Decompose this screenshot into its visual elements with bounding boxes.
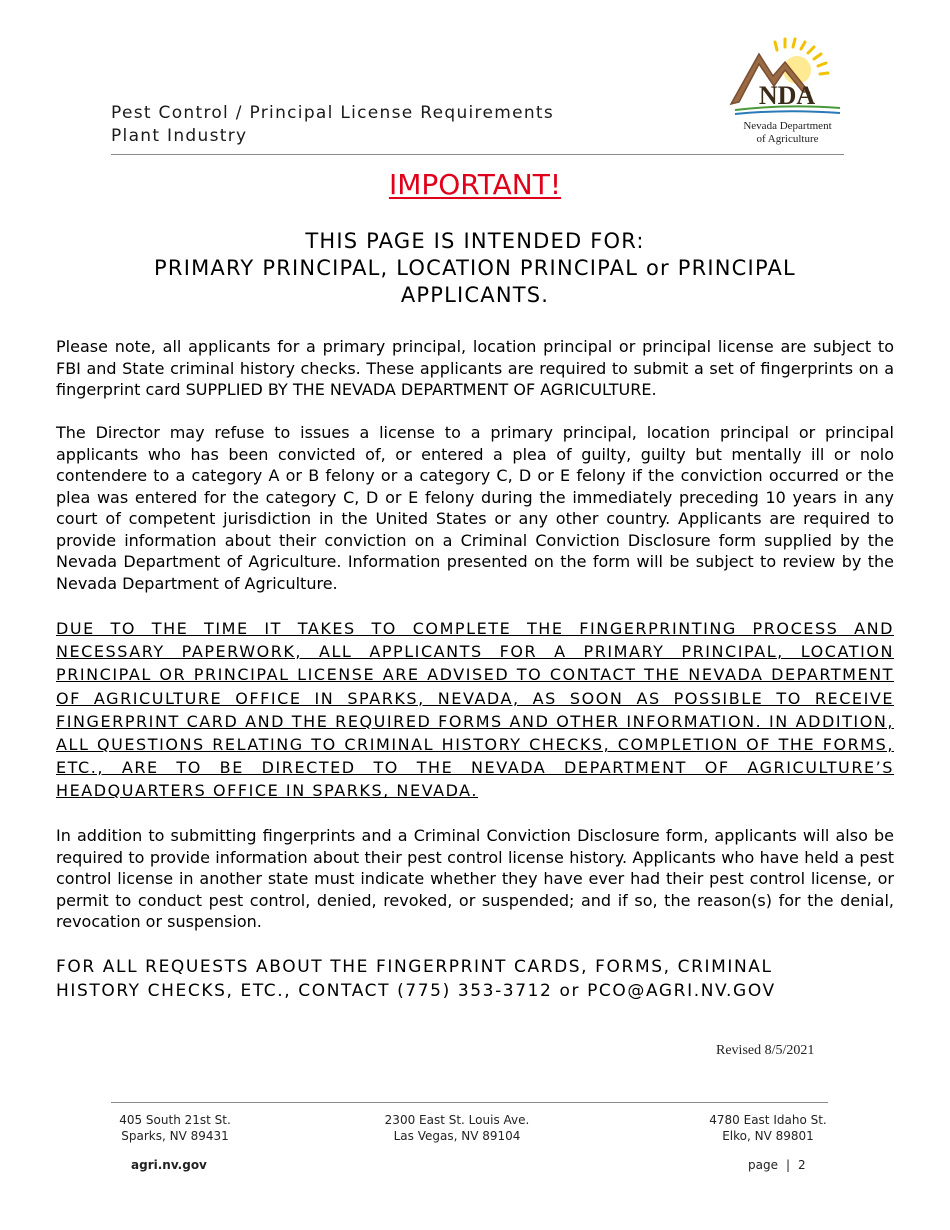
address-city: Elko, NV 89801: [722, 1129, 814, 1143]
contact-line1: FOR ALL REQUESTS ABOUT THE FINGERPRINT CARDS, FORMS, CRIMINAL: [56, 957, 773, 977]
intended-line2: PRIMARY PRINCIPAL, LOCATION PRINCIPAL or PRINCIPAL: [154, 256, 796, 280]
logo-caption: [725, 120, 850, 146]
footer-website: agri.nv.gov: [131, 1158, 207, 1172]
revision-date: Revised 8/5/2021: [716, 1043, 815, 1058]
header-title: Pest Control / Principal License Requirements: [111, 103, 555, 123]
footer-divider: [111, 1102, 828, 1103]
intended-line1: THIS PAGE IS INTENDED FOR:: [305, 229, 645, 253]
contact-info: [56, 955, 886, 1003]
logo-name-line2: of Agriculture: [756, 133, 819, 145]
address-street: 405 South 21st St.: [119, 1113, 231, 1127]
logo-name-line1: Nevada Department: [743, 120, 832, 132]
page-separator: |: [785, 1158, 791, 1172]
page-label: page: [748, 1158, 778, 1172]
logo-acronym: NDA: [758, 81, 816, 110]
footer-address-las-vegas: [372, 1112, 542, 1144]
header-subtitle: Plant Industry: [111, 126, 248, 146]
contact-line2: HISTORY CHECKS, ETC., CONTACT (775) 353-3712 or PCO@AGRI.NV.GOV: [56, 981, 776, 1001]
page-number: [748, 1158, 806, 1172]
paragraph-fingerprint-requirement: Please note, all applicants for a primary principal, location principal or principal license are subject to FBI and State criminal history checks. These applicants are required to submit a set of fingerprints on a fingerprint card SUPPLIED BY THE NEVADA DEPARTMENT OF AGRICULTURE.: [56, 337, 894, 399]
footer-address-sparks: [100, 1112, 250, 1144]
footer-address-elko: [693, 1112, 843, 1144]
address-street: 4780 East Idaho St.: [709, 1113, 827, 1127]
paragraph-contact-advisory: DUE TO THE TIME IT TAKES TO COMPLETE THE FINGERPRINTING PROCESS AND NECESSARY PAPERWORK, ALL APPLICANTS FOR A PRIMARY PRINCIPAL, LOCATION PRINCIPAL OR PRINCIPAL LICENSE ARE ADVISED TO CONTACT THE NEVADA DEPARTMENT OF AGRICULTURE OFFICE IN SPARKS, NEVADA, AS SOON AS POSSIBLE TO RECEIVE FINGERPRINT CARD AND THE REQUIRED FORMS AND OTHER INFORMATION. IN ADDITION, ALL QUESTIONS RELATING TO CRIMINAL HISTORY CHECKS, COMPLETION OF THE FORMS, ETC., ARE TO BE DIRECTED TO THE NEVADA DEPARTMENT OF AGRICULTURE’S HEADQUARTERS OFFICE IN SPARKS, NEVADA.: [56, 619, 894, 801]
intended-line3: APPLICANTS.: [400, 283, 550, 307]
header-divider: [111, 154, 844, 155]
address-street: 2300 East St. Louis Ave.: [384, 1113, 530, 1127]
page-number-value: 2: [798, 1158, 806, 1172]
important-text: IMPORTANT!: [388, 168, 562, 201]
nda-logo: [725, 36, 850, 154]
nda-logo-graphic: [725, 36, 850, 120]
address-city: Sparks, NV 89431: [121, 1129, 229, 1143]
paragraph-license-history: In addition to submitting fingerprints and a Criminal Conviction Disclosure form, applicants will also be required to provide information about their pest control license history. Applicants who have held a pest control license in another state must indicate whether they have ever had their pest control license, or permit to conduct pest control, denied, revoked, or suspended; and if so, the reason(s) for the denial, revocation or suspension.: [56, 826, 894, 931]
important-heading: [0, 168, 950, 201]
intended-for-heading: [95, 228, 855, 309]
paragraph-director-refusal: The Director may refuse to issues a license to a primary principal, location principal or principal applicants who has been convicted of, or entered a plea of guilty, guilty but mentally ill or nolo contendere to a category A or B felony or a category C, D or E felony if the conviction occurred or the plea was entered for the category C, D or E felony during the immediately preceding 10 years in any court of competent jurisdiction in the United States or any other country. Applicants are required to provide information about their conviction on a Criminal Conviction Disclosure form supplied by the Nevada Department of Agriculture. Information presented on the form will be subject to review by the Nevada Department of Agriculture.: [56, 423, 894, 593]
address-city: Las Vegas, NV 89104: [393, 1129, 521, 1143]
document-header: [111, 102, 554, 148]
